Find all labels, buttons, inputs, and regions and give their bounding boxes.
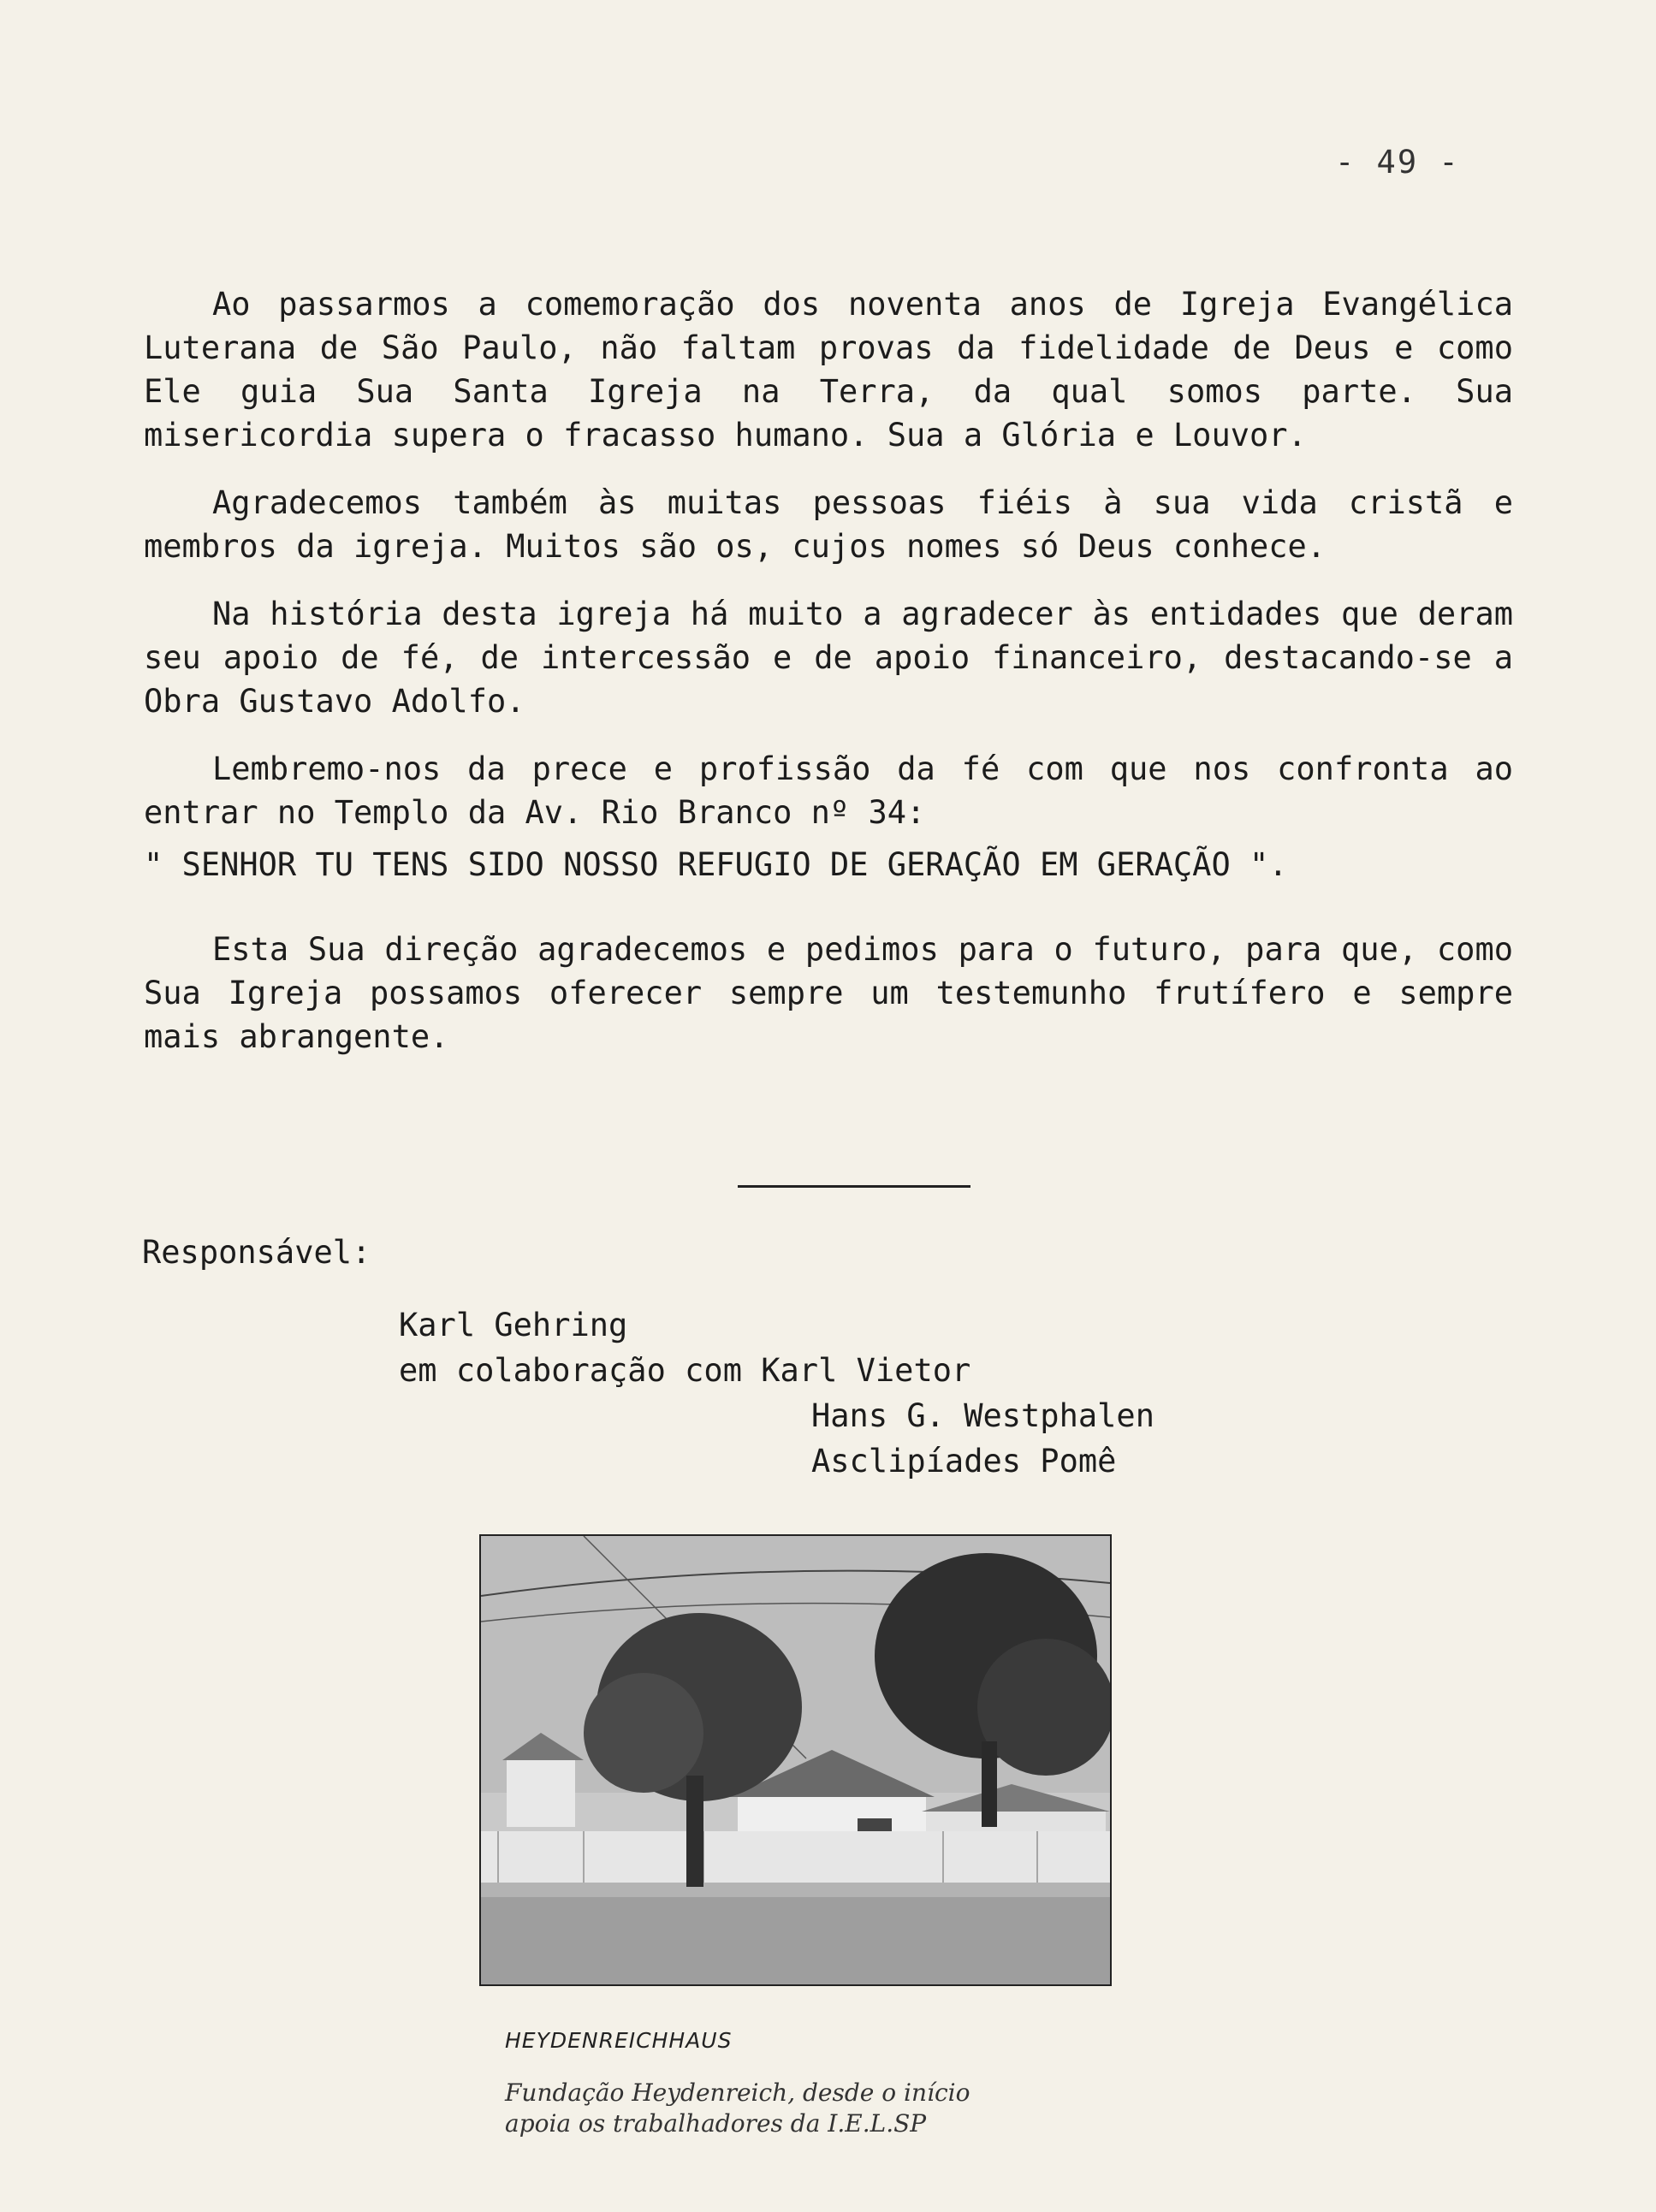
author-name: Karl Gehring xyxy=(399,1307,628,1343)
photo-title: HEYDENREICHHAUS xyxy=(505,2028,733,2053)
page-number: - 49 - xyxy=(1335,144,1460,181)
caption-line: Fundação Heydenreich, desde o início xyxy=(505,2079,970,2107)
collaborator-name: Hans G. Westphalen xyxy=(811,1397,1154,1434)
paragraph-temple-prayer: Lembremo-nos da prece e profissão da fé com que nos confronta ao entrar no Templo da Av. Rio Branco nº 34: xyxy=(144,750,1513,831)
paragraph-anniversary: Ao passarmos a comemoração dos noventa anos de Igreja Evangélica Luterana de São Paulo, não faltam provas da fidelidade de Deus e como Ele guia Sua Santa Igreja na Terra, da qual somos parte. Sua misericordia supera o fracasso humano. Sua a Glória e Louvor. xyxy=(144,286,1513,454)
body-text xyxy=(144,282,1513,1082)
paragraph-thanks-entities: Na história desta igreja há muito a agradecer às entidades que deram seu apoio de fé, de intercessão e de apoio financeiro, destacando-se a Obra Gustavo Adolfo. xyxy=(144,596,1513,720)
heydenreichhaus-photo xyxy=(479,1534,1112,1986)
motto-quote: " SENHOR TU TENS SIDO NOSSO REFUGIO DE GERAÇÃO EM GERAÇÃO ". xyxy=(144,846,1288,883)
collaborator-name: Asclipíades Pomê xyxy=(811,1443,1117,1480)
collaborators-block xyxy=(811,1393,1154,1484)
caption-line: apoia os trabalhadores da I.E.L.SP xyxy=(505,2109,927,2138)
responsible-label: Responsável: xyxy=(142,1234,371,1271)
collab-prefix: em colaboração com xyxy=(399,1352,742,1389)
collaboration-line xyxy=(399,1348,970,1393)
collaborator-name: Karl Vietor xyxy=(761,1352,971,1389)
paragraph-thanks-people: Agradecemos também às muitas pessoas fiéis à sua vida cristã e membros da igreja. Muitos são os, cujos nomes só Deus conhece. xyxy=(144,484,1513,565)
paragraph-future: Esta Sua direção agradecemos e pedimos para o futuro, para que, como Sua Igreja possamos oferecer sempre um testemunho frutífero e sempre mais abrangente. xyxy=(144,931,1513,1055)
credits-block xyxy=(399,1302,970,1393)
section-divider xyxy=(738,1185,970,1188)
photo-illustration xyxy=(481,1536,1110,1984)
photo-caption xyxy=(505,2078,970,2139)
